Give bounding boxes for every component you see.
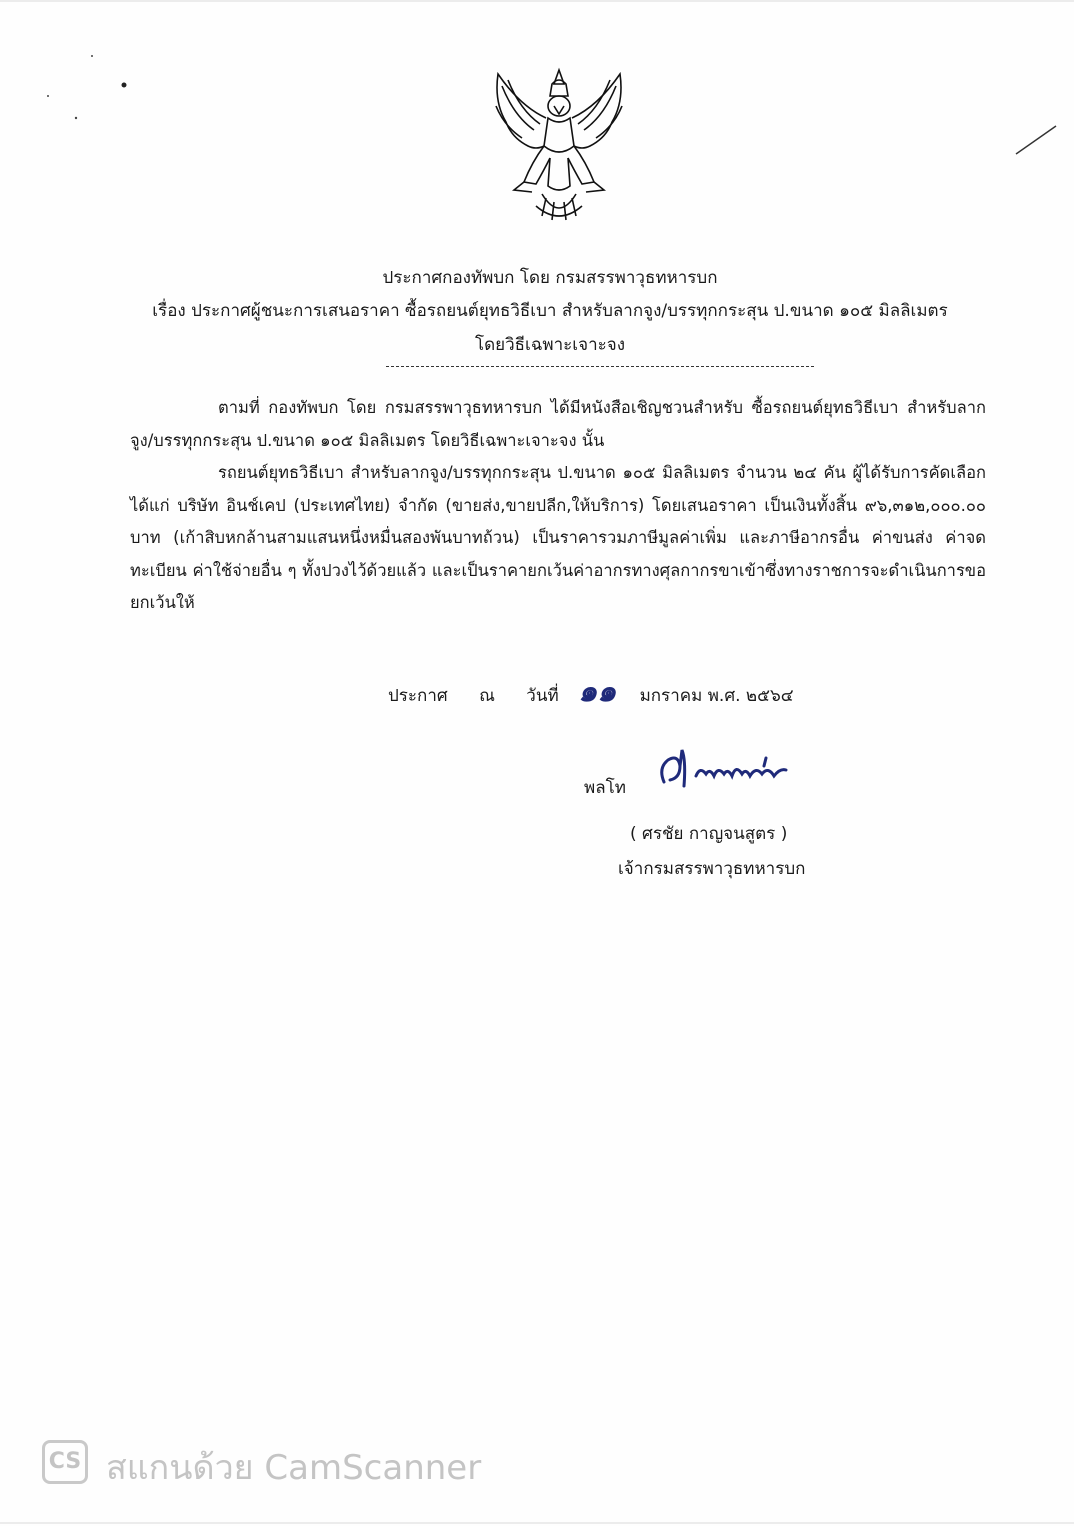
garuda-emblem-icon bbox=[484, 66, 634, 224]
dashed-divider bbox=[386, 366, 814, 367]
subject-method: โดยวิธีเฉพาะเจาะจง bbox=[474, 335, 626, 355]
month-year: มกราคม พ.ศ. ๒๕๖๔ bbox=[639, 686, 794, 706]
announced-label: ประกาศ bbox=[388, 686, 448, 706]
scan-edge-bottom bbox=[0, 1522, 1074, 1524]
date-label: วันที่ bbox=[526, 686, 559, 706]
body-paragraph-1: ตามที่ กองทัพบก โดย กรมสรรพาวุธทหารบก ได้มีหนังสือเชิญชวนสำหรับ ซื้อรถยนต์ยุทธวิธีเบา สำหรับลากจูง/บรรทุกกระสุน ป.ขนาด ๑๐๕ มิลลิเมตร โดยวิธีเฉพาะเจาะจง นั้น bbox=[130, 398, 986, 450]
signatory-name: ( ศรชัย กาญจนสูตร ) bbox=[630, 824, 788, 844]
announcement-heading: ประกาศกองทัพบก โดย กรมสรรพาวุธทหารบก bbox=[382, 268, 718, 288]
body-paragraph-2: รถยนต์ยุทธวิธีเบา สำหรับลากจูง/บรรทุกกระสุน ป.ขนาด ๑๐๕ มิลลิเมตร จำนวน ๒๔ คัน ผู้ได้รับการคัดเลือก ได้แก่ บริษัท อินช์เคป (ประเทศไทย) จำกัด (ขายส่ง,ขายปลีก,ให้บริการ) โดยเสนอราคา เป็นเงินทั้งสิ้น ๙๖,๓๑๒,๐๐๐.๐๐ บาท (เก้าสิบหกล้านสามแสนหนึ่งหมื่นสองพันบาทถ้วน) เป็นราคารวมภาษีมูลค่าเพิ่ม และภาษีอากรอื่น ค่าขนส่ง ค่าจดทะเบียน ค่าใช้จ่ายอื่น ๆ ทั้งปวงไว้ด้วยแล้ว และเป็นราคายกเว้นค่าอากรทางศุลกากรขาเข้าซึ่งทางราชการจะดำเนินการขอยกเว้นให้ bbox=[130, 463, 986, 612]
handwritten-signature bbox=[652, 746, 792, 798]
signatory-rank: พลโท bbox=[584, 778, 626, 798]
signatory-position: เจ้ากรมสรรพาวุธทหารบก bbox=[618, 859, 806, 879]
subject-line: เรื่อง ประกาศผู้ชนะการเสนอราคา ซื้อรถยนต์ยุทธวิธีเบา สำหรับลากจูง/บรรทุกกระสุน ป.ขนาด ๑๐๕ มิลลิเมตร bbox=[152, 301, 948, 321]
announcement-date bbox=[388, 668, 794, 715]
camscanner-watermark: สแกนด้วย CamScanner bbox=[106, 1448, 482, 1488]
scan-edge-top bbox=[0, 0, 1074, 2]
camscanner-logo-icon: CS bbox=[42, 1440, 88, 1484]
handwritten-day: ๑๑ bbox=[578, 674, 617, 709]
at-label: ณ bbox=[479, 686, 495, 706]
